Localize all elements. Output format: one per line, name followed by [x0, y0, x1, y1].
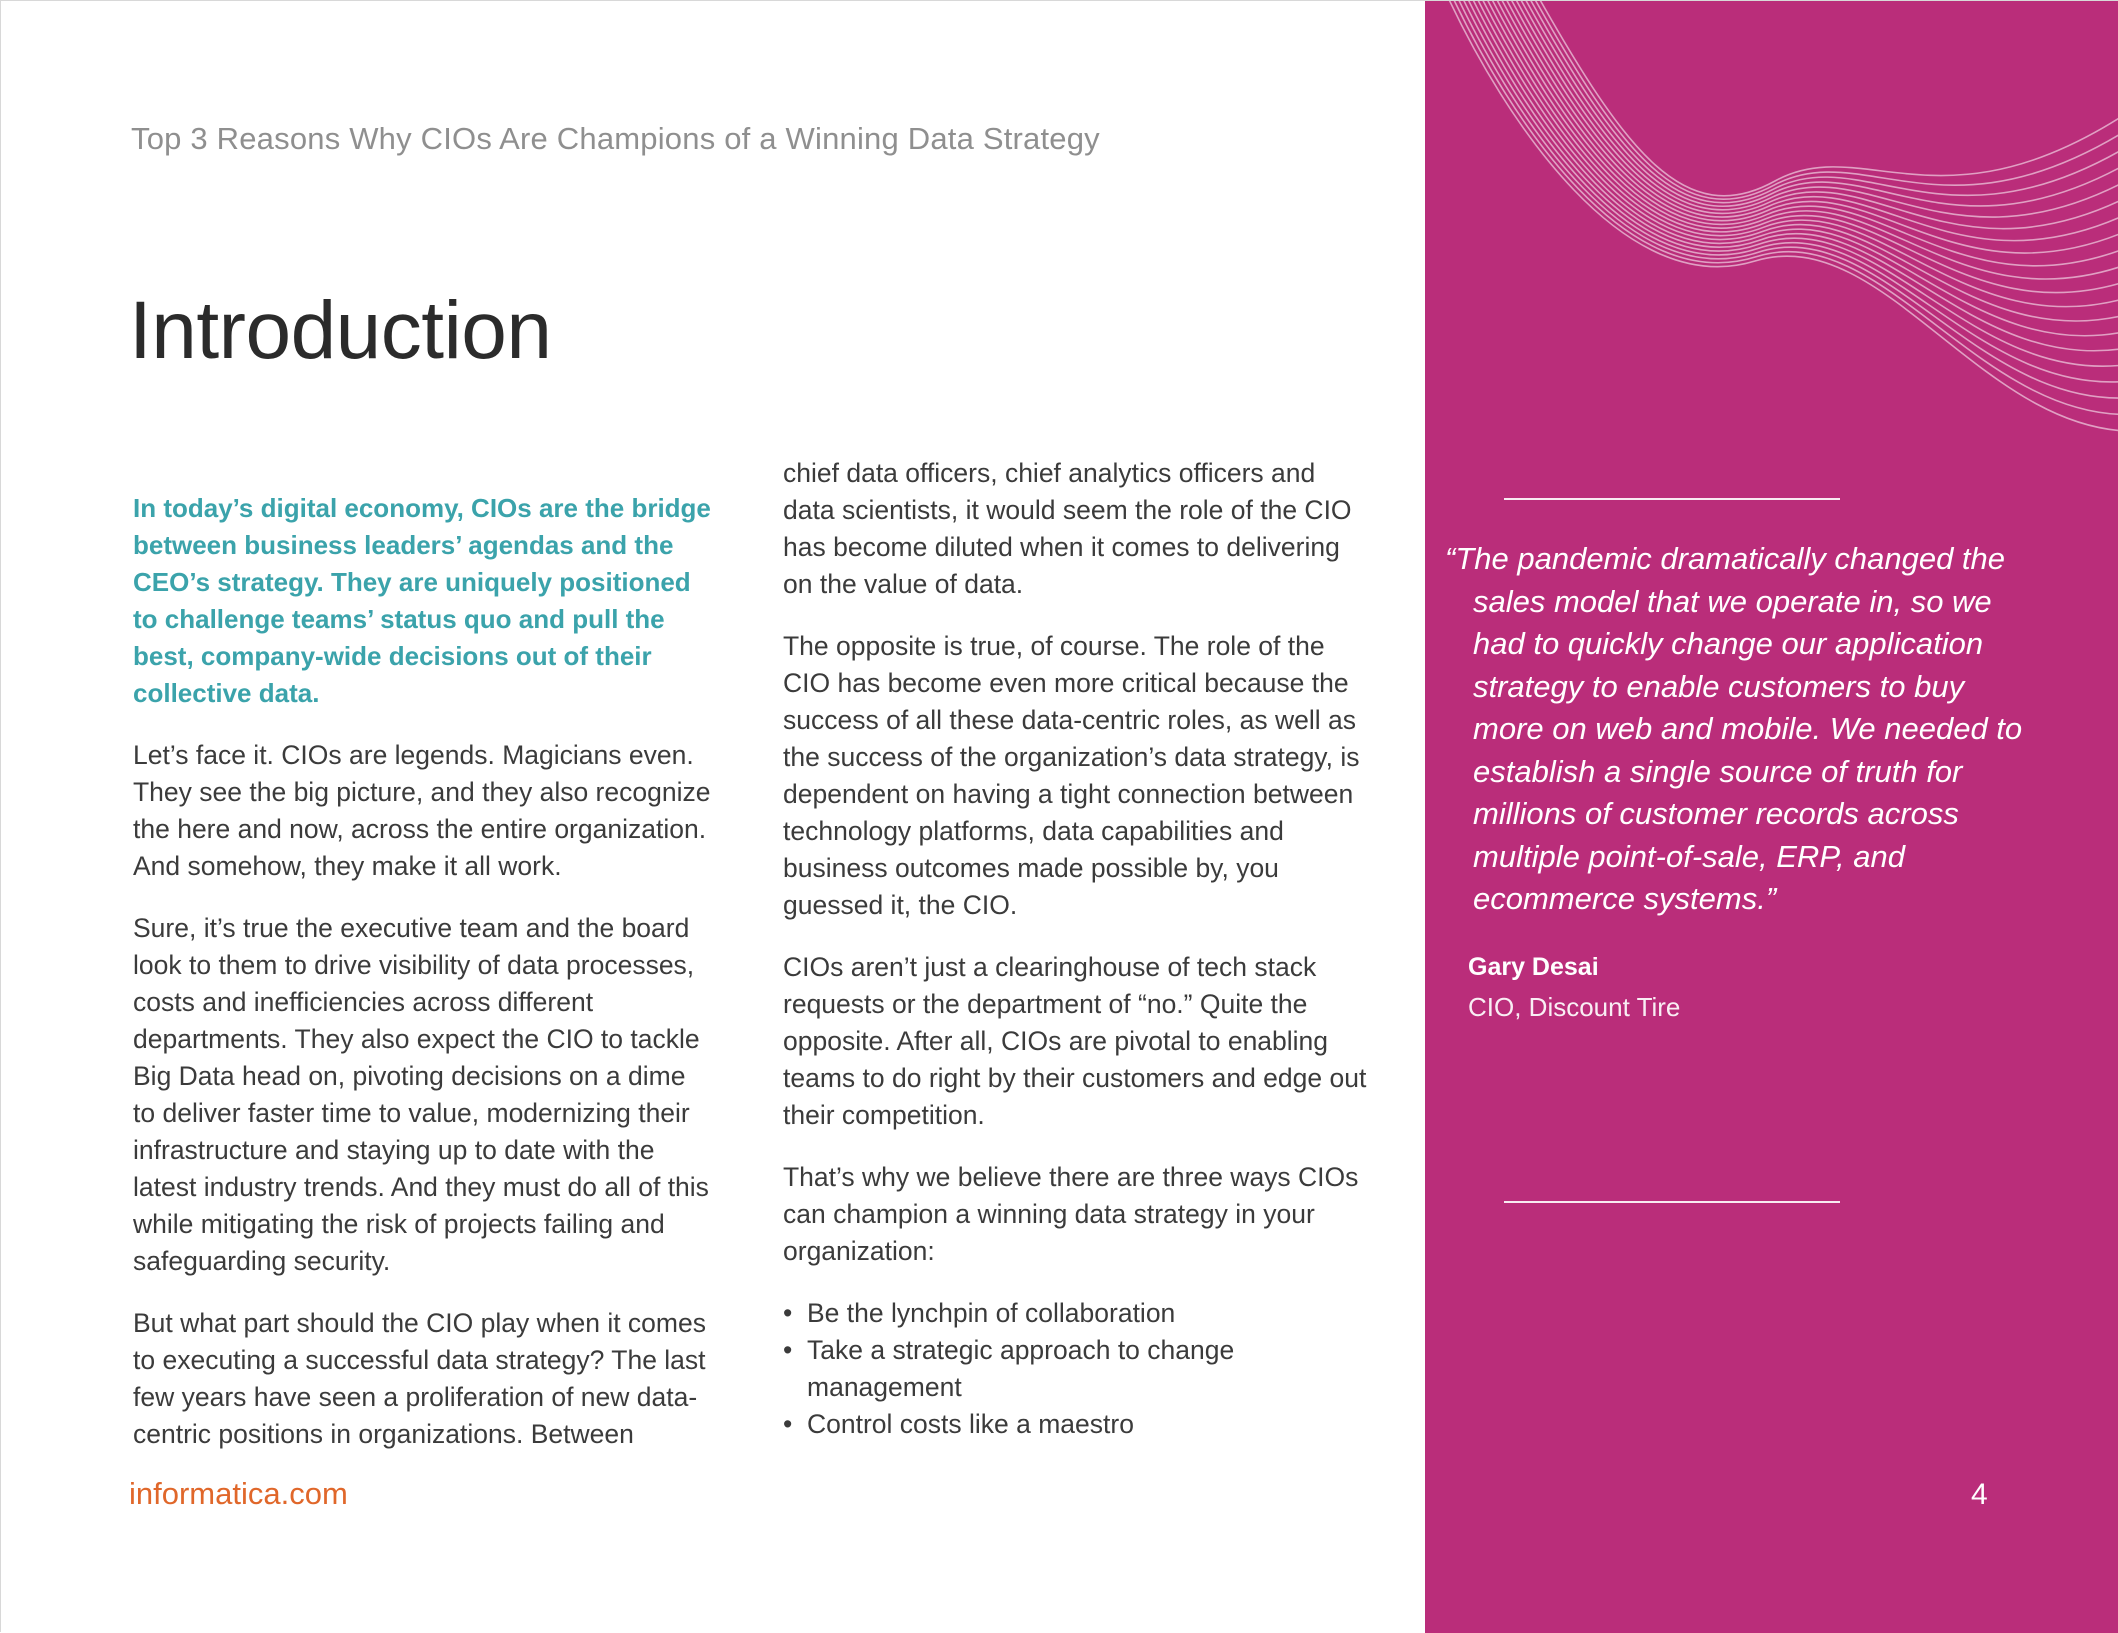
- wave-lines-decoration: [1425, 1, 2118, 461]
- list-item-text: Control costs like a maestro: [807, 1409, 1134, 1439]
- wave-line: [1450, 1, 2118, 415]
- quote-attribution: [1445, 953, 1680, 1023]
- body-paragraph: The opposite is true, of course. The role of the CIO has become even more critical because the success of all these data-centric roles, as well as the success of the organization’s data strategy, is dependent on having a tight connection between technology platforms, data capabilities and business outcomes made possible by, you guessed it, the CIO.: [783, 631, 1360, 920]
- left-column: [133, 490, 713, 1478]
- wave-line: [1492, 1, 2118, 279]
- bullet-list: [783, 1295, 1373, 1443]
- body-paragraph: CIOs aren’t just a clearinghouse of tech stack requests or the department of “no.” Quite the opposite. After all, CIOs are pivotal to enabling teams to do right by their customers and edge out their competition.: [783, 952, 1367, 1130]
- list-item-text: Take a strategic approach to change management: [807, 1335, 1235, 1402]
- body-paragraph: But what part should the CIO play when it comes to executing a successful data strategy? The last few years have seen a proliferation of new data-centric positions in organizations. Between: [133, 1308, 706, 1449]
- body-paragraph: Let’s face it. CIOs are legends. Magicians even. They see the big picture, and they also recognize the here and now, across the entire organization. And somehow, they make it all work.: [133, 740, 711, 881]
- testimonial-quote: [1425, 538, 2035, 921]
- list-item-text: Be the lynchpin of collaboration: [807, 1298, 1176, 1328]
- section-heading: Introduction: [129, 285, 552, 376]
- bullet-icon: •: [783, 1335, 793, 1365]
- divider-bottom: [1504, 1201, 1840, 1203]
- right-column: [783, 455, 1373, 1443]
- quote-author: Gary Desai: [1468, 953, 1599, 981]
- list-item: [783, 1295, 1373, 1332]
- divider-top: [1504, 498, 1840, 500]
- body-paragraph: That’s why we believe there are three ways CIOs can champion a winning data strategy in your organization:: [783, 1162, 1359, 1266]
- body-paragraph: Sure, it’s true the executive team and the board look to them to drive visibility of data processes, costs and inefficiencies across different departments. They also expect the CIO to tackle Big Data head on, pivoting decisions on a dime to deliver faster time to value, modernizing their infrastructure and staying up to date with the latest industry trends. And they must do all of this while mitigating the risk of projects failing and safeguarding security.: [133, 913, 709, 1276]
- lead-paragraph: In today’s digital economy, CIOs are the bridge between business leaders’ agendas and the CEO’s strategy. They are uniquely positioned to challenge teams’ status quo and pull the best, company-wide decisions out of their collective data.: [133, 493, 711, 708]
- wave-line: [1483, 1, 2118, 307]
- bullet-icon: •: [783, 1298, 793, 1328]
- footer-site-link[interactable]: informatica.com: [129, 1476, 348, 1511]
- wave-line: [1507, 1, 2118, 241]
- bullet-icon: •: [783, 1409, 793, 1439]
- quote-text: “The pandemic dramatically changed the sales model that we operate in, so we had to quickly change our application strategy to enable customers to buy more on web and mobile. We needed to establish a single source of truth for millions of customer records across multiple point-of-sale, ERP, and ecommerce systems.”: [1445, 541, 2023, 916]
- wave-line: [1516, 1, 2118, 217]
- quote-panel: [1425, 1, 2118, 1633]
- document-header-title: Top 3 Reasons Why CIOs Are Champions of a Winning Data Strategy: [131, 121, 1100, 156]
- list-item: [783, 1332, 1373, 1406]
- wave-line: [1530, 1, 2118, 199]
- page-number: 4: [1971, 1478, 1988, 1511]
- list-item: [783, 1406, 1373, 1443]
- wave-line: [1488, 1, 2118, 293]
- body-paragraph: chief data officers, chief analytics officers and data scientists, it would seem the role of the CIO has become diluted when it comes to delivering on the value of data.: [783, 458, 1352, 599]
- wave-line: [1511, 1, 2118, 229]
- quote-author-role: CIO, Discount Tire: [1468, 992, 1681, 1022]
